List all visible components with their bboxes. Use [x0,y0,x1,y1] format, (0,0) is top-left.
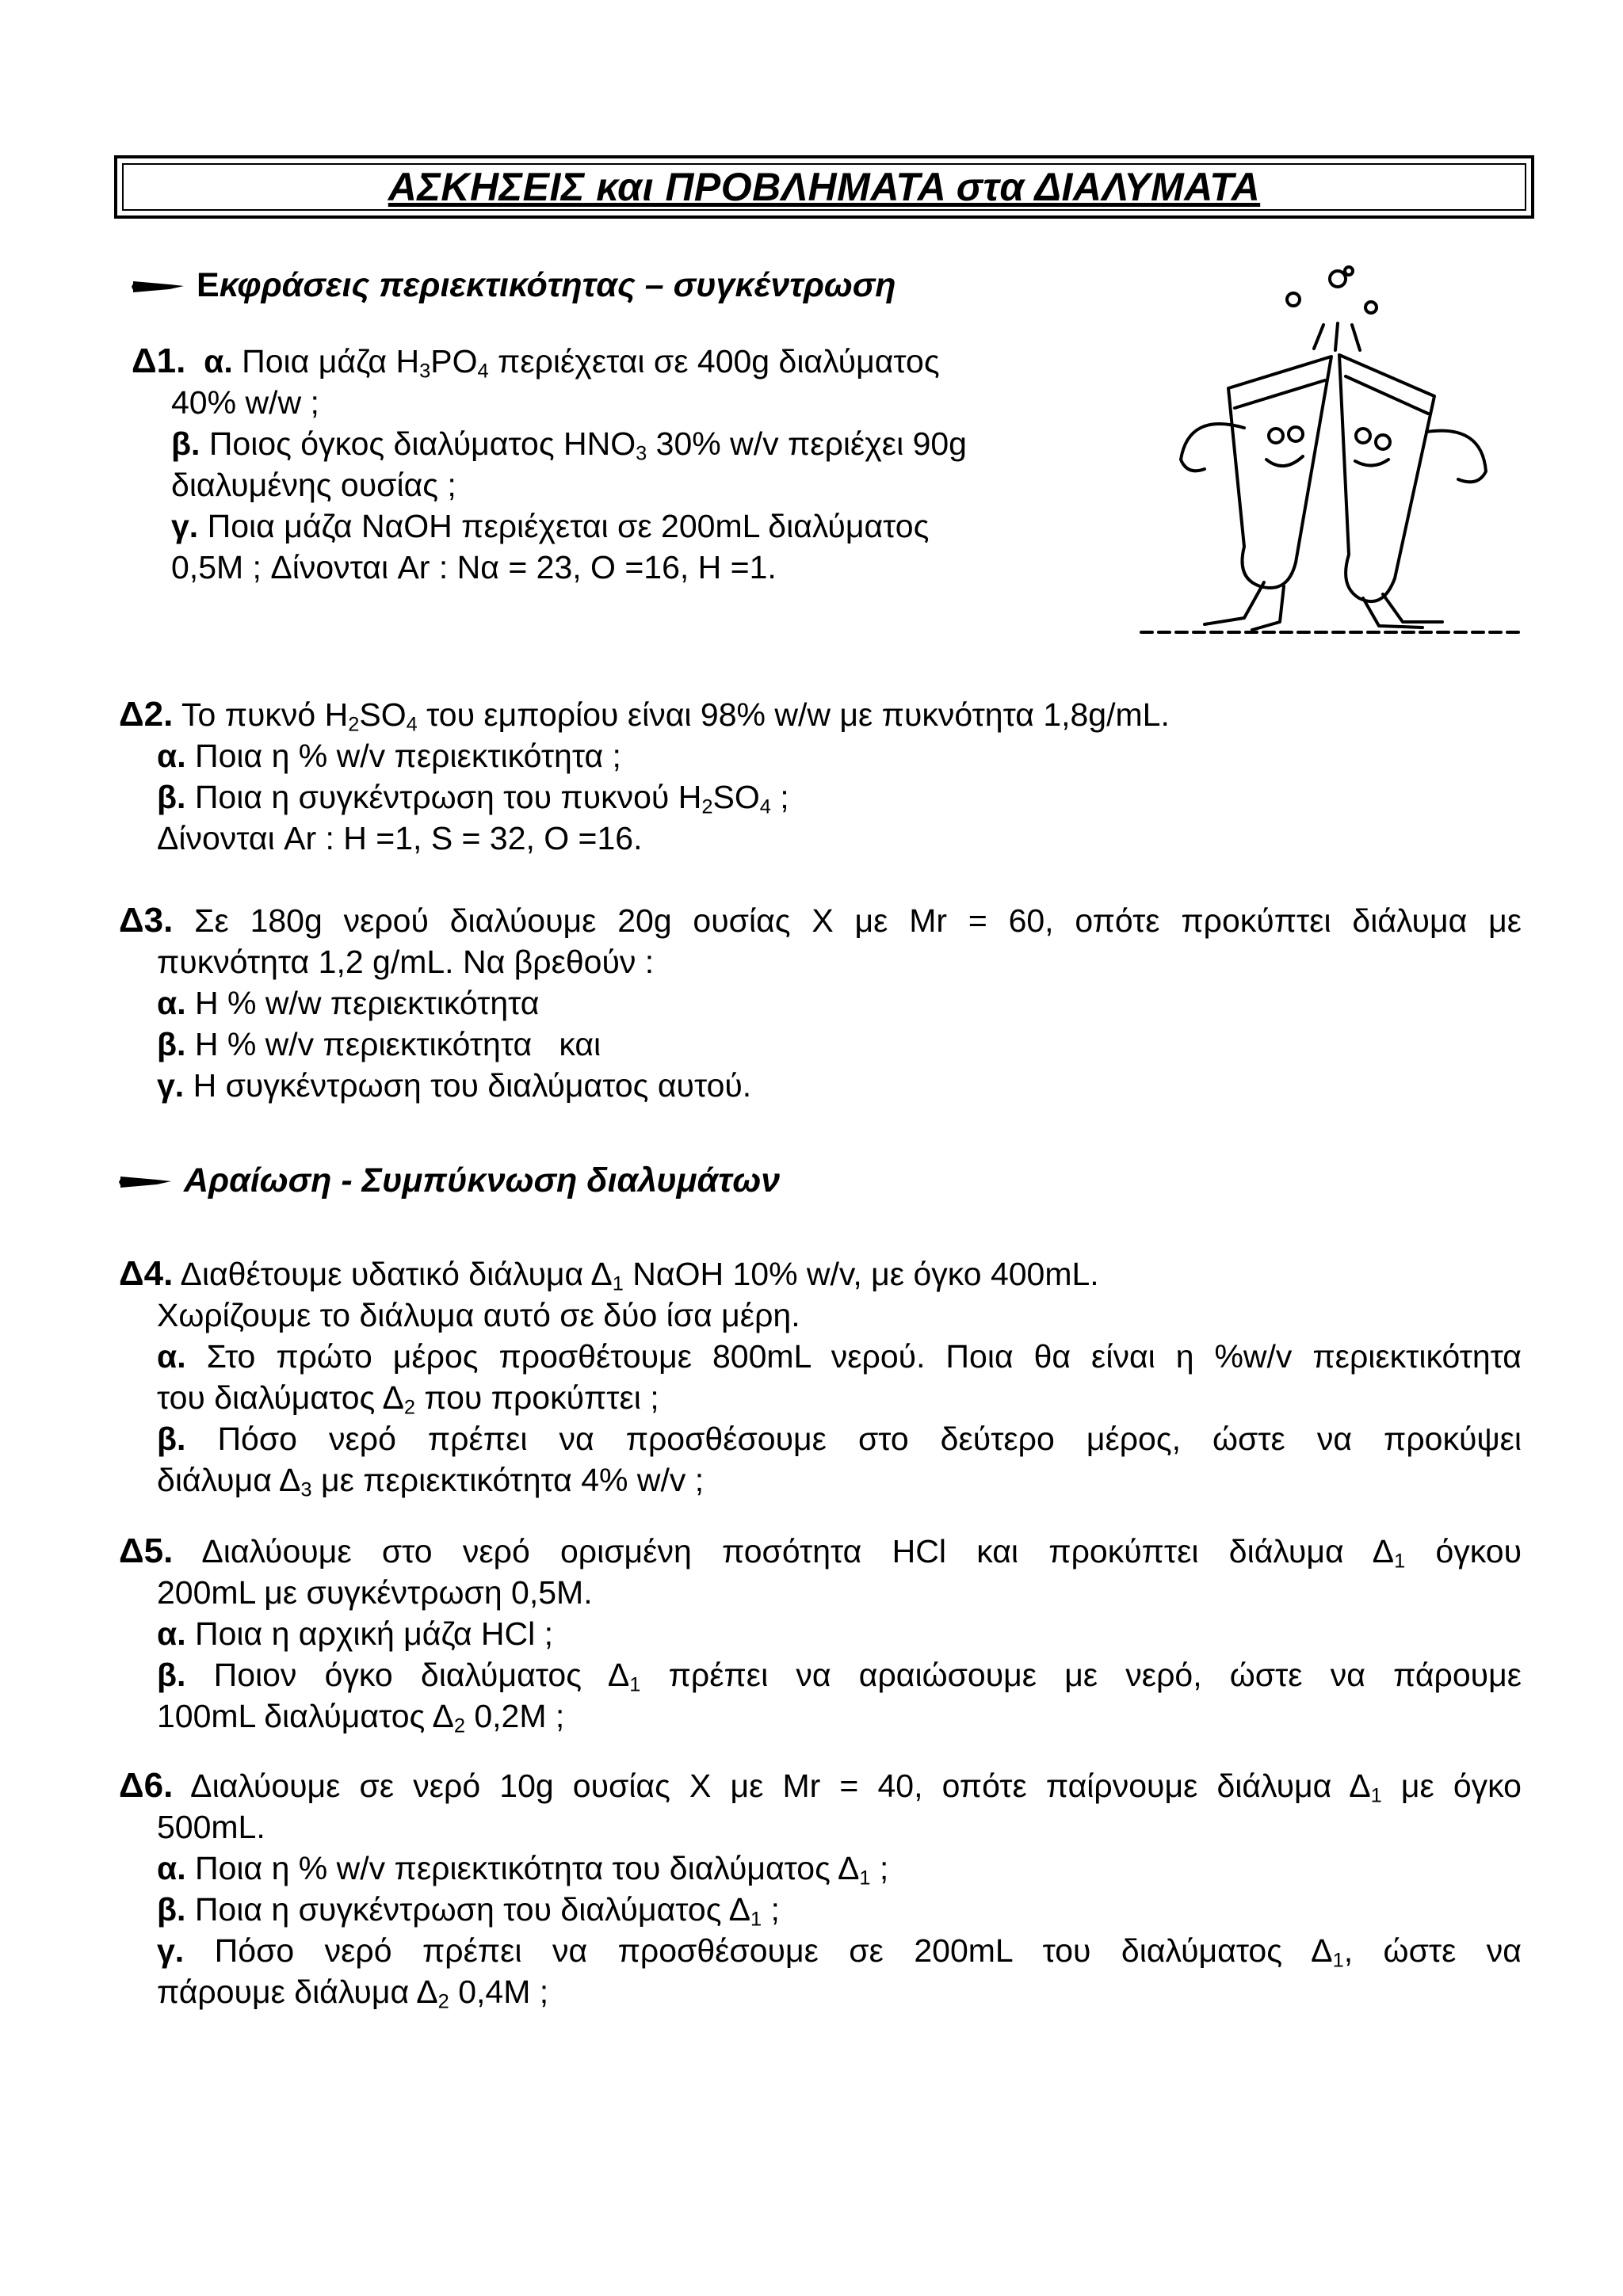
exercise-d2: Δ2. Το πυκνό $H_2SO_4$ του εμπορίου είναι 98% w/w με πυκνότητα 1,8g/mL. α. Ποια η % w/v περιεκτικότητα ; β. Ποια η συγκέντρωση του πυκνού $H_2SO_4$ ; Δίνονται Ar : H =1, S = 32, O =16. [119,695,1170,856]
section-heading-dilution: Αραίωση - Συμπύκνωση διαλυμάτων [119,1161,780,1200]
exercise-d4: Δ4. Διαθέτουμε υδατικό διάλυμα $\Delta_1$ NαOH 10% w/v, με όγκο 400mL. Χωρίζουμε το διάλυμα αυτό σε δύο ίσα μέρη. α. Στο πρώτο μέρος προσθέτουμε 800mL νερού. Ποια θα είναι η %w/v περιεκτικότητα του διαλύματος $\Delta_2$ που προκύπτει ; β. Πόσο νερό πρέπει να προσθέσουμε στο δεύτερο μέρος, ώστε να προκύψει διάλυμα $\Delta_3$ με περιεκτικότητα 4% w/v ; [119,1254,1522,1501]
section-heading-concentration: Ε κφράσεις περιεκτικότητας – συγκέντρωση [132,266,896,305]
d1-a-line: Δ1. α. Ποια μάζα $H_3PO_4$ περιέχεται σε 400g διαλύματος [132,341,940,383]
title-frame [114,155,1534,219]
exercise-d5: Δ5. Διαλύουμε στο νερό ορισμένη ποσότητα HCl και προκύπτει διάλυμα $\Delta_1$ όγκου 200mL με συγκέντρωση 0,5M. α. Ποια η αρχική μάζα HCl ; β. Ποιον όγκο διαλύματος $\Delta_1$ πρέπει να αραιώσουμε με νερό, ώστε να πάρουμε 100mL διαλύματος $\Delta_2$ 0,2M ; [119,1531,1522,1737]
pen-pointer-icon [119,1169,173,1193]
test-tubes-illustration [1125,261,1537,642]
page-title: ΑΣΚΗΣΕΙΣ και ΠΡΟΒΛΗΜΑΤΑ στα ΔΙΑΛΥΜΑΤΑ [388,165,1261,209]
d1-c-line: γ. Ποια μάζα NαOH περιέχεται σε 200mL διαλύματος [171,508,930,544]
d1-b-line: β. Ποιος όγκος διαλύματος $HNO_3$ 30% w/v περιέχει 90g [171,425,967,465]
pen-pointer-icon [132,274,185,298]
exercise-d3: Δ3. Σε 180g νερού διαλύουμε 20g ουσίας Χ με Mr = 60, οπότε προκύπτει διάλυμα με πυκνότητα 1,2 g/mL. Να βρεθούν : α. Η % w/w περιεκτικότητα β. Η % w/v περιεκτικότητα και γ. Η συγκέντρωση του διαλύματος αυτού. [119,901,1522,1104]
exercise-d6: Δ6. Διαλύουμε σε νερό 10g ουσίας Χ με Mr = 40, οπότε παίρνουμε διάλυμα $\Delta_1$ με όγκο 500mL. α. Ποια η % w/v περιεκτικότητα του διαλύματος $\Delta_1$ ; β. Ποια η συγκέντρωση του διαλύματος $\Delta_1$ ; γ. Πόσο νερό πρέπει να προσθέσουμε σε 200mL του διαλύματος $\Delta_1$, ώστε να πάρουμε διάλυμα $\Delta_2$ 0,4M ; [119,1766,1522,2013]
exercise-d1: Δ1. α. Ποια μάζα $H_3PO_4$ περιέχεται σε 400g διαλύματος 40% w/w ; β. Ποιος όγκος διαλύματος $HNO_3$ 30% w/v περιέχει 90g διαλυμένης ουσίας ; γ. Ποια μάζα NαOH περιέχεται σε 200mL διαλύματος 0,5M ; Δίνονται Ar : Να = 23, O =16, H =1. [132,341,1067,588]
